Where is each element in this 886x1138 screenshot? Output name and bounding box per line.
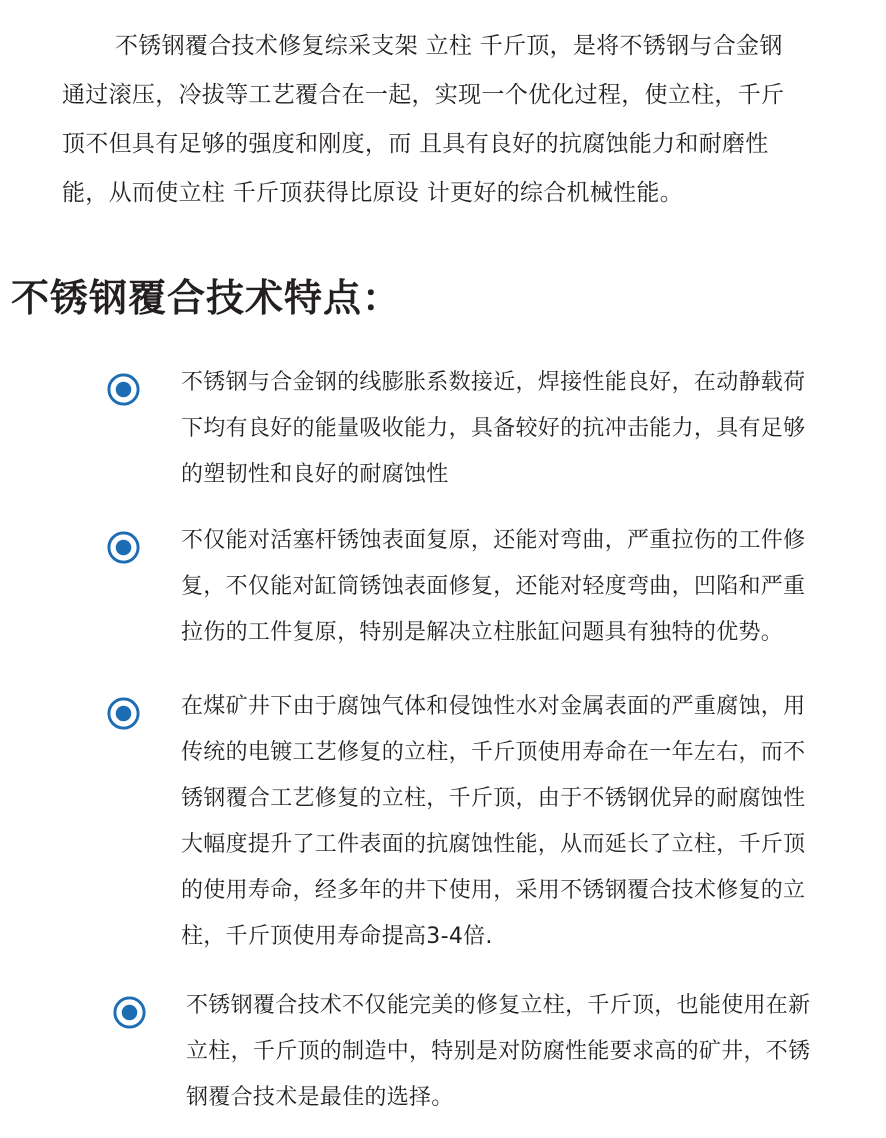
feature-line: 柱，千斤顶使用寿命提高3-4倍. [181, 924, 493, 949]
feature-line: 复，不仅能对缸筒锈蚀表面修复，还能对轻度弯曲，凹陷和严重 [181, 574, 806, 599]
radio-bullet-icon [112, 995, 147, 1030]
radio-bullet-icon [106, 530, 141, 565]
intro-line: 不锈钢覆合技术修复综采支架 立柱 千斤顶，是将不锈钢与合金钢 [115, 33, 783, 59]
feature-line: 不锈钢与合金钢的线膨胀系数接近，焊接性能良好，在动静载荷 [181, 370, 806, 395]
feature-line: 在煤矿井下由于腐蚀气体和侵蚀性水对金属表面的严重腐蚀，用 [181, 694, 806, 719]
intro-line: 通过滚压，冷拔等工艺覆合在一起，实现一个优化过程，使立柱，千斤 [62, 82, 785, 108]
feature-line: 锈钢覆合工艺修复的立柱，千斤顶，由于不锈钢优异的耐腐蚀性 [181, 786, 806, 811]
feature-line: 不锈钢覆合技术不仅能完美的修复立柱，千斤顶，也能使用在新 [186, 993, 811, 1018]
radio-bullet-icon [106, 372, 141, 407]
feature-text [181, 518, 881, 656]
intro-paragraph [62, 22, 832, 218]
feature-line: 不仅能对活塞杆锈蚀表面复原，还能对弯曲，严重拉伤的工件修 [181, 528, 806, 553]
feature-line: 大幅度提升了工件表面的抗腐蚀性能，从而延长了立柱，千斤顶 [181, 832, 806, 857]
feature-line: 拉伤的工件复原，特别是解决立柱胀缸问题具有独特的优势。 [181, 620, 784, 645]
feature-text [181, 360, 881, 498]
feature-text [181, 684, 881, 960]
feature-text [186, 983, 886, 1121]
feature-line: 的塑韧性和良好的耐腐蚀性 [181, 462, 449, 487]
feature-line: 下均有良好的能量吸收能力，具备较好的抗冲击能力，具有足够 [181, 416, 806, 441]
feature-line: 钢覆合技术是最佳的选择。 [186, 1085, 454, 1110]
radio-bullet-icon [106, 696, 141, 731]
intro-line: 能，从而使立柱 千斤顶获得比原设 计更好的综合机械性能。 [62, 180, 684, 206]
intro-line: 顶不但具有足够的强度和刚度，而 且具有良好的抗腐蚀能力和耐磨性 [62, 131, 769, 157]
feature-line: 立柱，千斤顶的制造中，特别是对防腐性能要求高的矿井，不锈 [186, 1039, 811, 1064]
feature-line: 传统的电镀工艺修复的立柱，千斤顶使用寿命在一年左右，而不 [181, 740, 806, 765]
section-title: 不锈钢覆合技术特点： [11, 276, 402, 320]
feature-line: 的使用寿命，经多年的井下使用，采用不锈钢覆合技术修复的立 [181, 878, 806, 903]
